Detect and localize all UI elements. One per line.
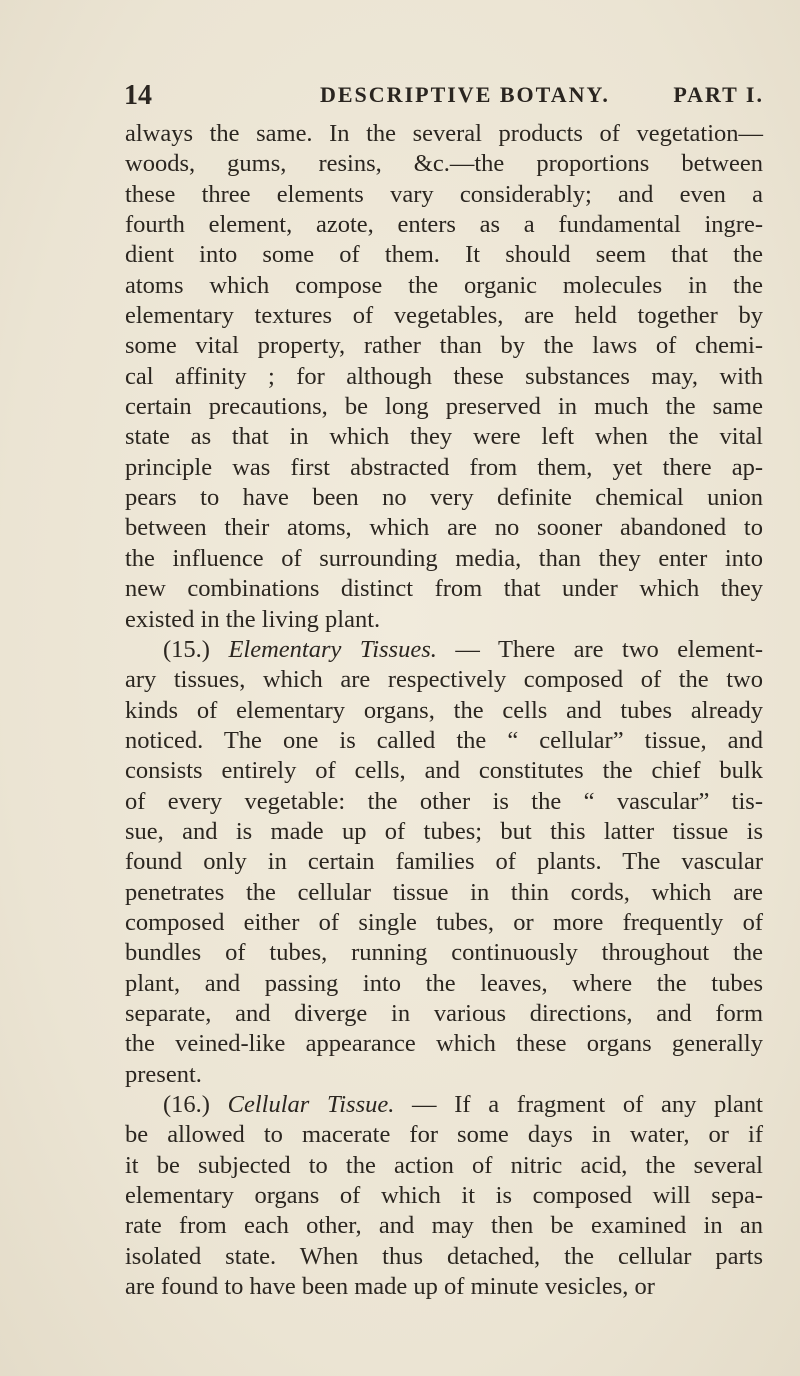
text-line: rate from each other, and may then be examined in an: [125, 1212, 763, 1240]
text-line: composed either of single tubes, or more frequently of: [125, 908, 763, 936]
text-line: some vital property, rather than by the laws of chemi-: [125, 332, 763, 360]
text-line: existed in the living plant.: [125, 605, 381, 633]
section-15-first-line: [125, 635, 763, 665]
text-line: isolated state. When thus detached, the cellular parts: [125, 1242, 763, 1270]
text-line: these three elements vary considerably; and even a: [125, 180, 763, 208]
section-text: — There are two element-: [436, 635, 763, 663]
text-line: separate, and diverge in various directions, and form: [125, 999, 763, 1027]
body-text: [125, 119, 763, 1302]
text-line: of every vegetable: the other is the “ vascular” tis-: [125, 787, 763, 815]
text-line: bundles of tubes, running continuously throughout the: [125, 939, 763, 967]
text-line: the veined-like appearance which these organs generally: [125, 1030, 763, 1058]
text-line: woods, gums, resins, &c.—the proportions between: [125, 150, 763, 178]
text-line: new combinations distinct from that under which they: [125, 575, 763, 603]
text-line: present.: [125, 1060, 202, 1088]
text-line: elementary organs of which it is composed will sepa-: [125, 1182, 763, 1210]
page-header: [124, 80, 764, 114]
text-line: sue, and is made up of tubes; but this latter tissue is: [125, 817, 763, 845]
text-line: plant, and passing into the leaves, where the tubes: [125, 969, 763, 997]
text-line: are found to have been made up of minute vesicles, or: [125, 1273, 655, 1301]
text-line: found only in certain families of plants. The vascular: [125, 848, 763, 876]
part-label: PART I.: [673, 82, 764, 107]
text-line: pears to have been no very definite chemical union: [125, 484, 763, 512]
text-line: certain precautions, be long preserved in much the same: [125, 393, 763, 421]
text-line: penetrates the cellular tissue in thin cords, which are: [125, 878, 763, 906]
page-number: 14: [124, 80, 152, 111]
running-title: DESCRIPTIVE BOTANY.: [320, 82, 610, 107]
text-line: the influence of surrounding media, than they enter into: [125, 544, 763, 572]
text-line: consists entirely of cells, and constitutes the chief bulk: [125, 757, 763, 785]
text-line: ary tissues, which are respectively composed of the two: [125, 666, 763, 694]
text-line: always the same. In the several products of vegetation—: [125, 120, 763, 147]
section-text: — If a fragment of any plant: [394, 1091, 763, 1118]
section-number: (16.): [163, 1091, 228, 1118]
text-line: it be subjected to the action of nitric acid, the several: [125, 1151, 763, 1179]
section-number: (15.): [163, 635, 229, 663]
section-16-first-line: [125, 1090, 763, 1120]
text-line: kinds of elementary organs, the cells and tubes already: [125, 696, 763, 724]
text-line: atoms which compose the organic molecules in the: [125, 271, 763, 299]
text-line: elementary textures of vegetables, are held together by: [125, 302, 763, 330]
text-line: dient into some of them. It should seem that the: [125, 241, 763, 269]
text-line: cal affinity ; for although these substances may, with: [125, 362, 763, 390]
text-line: be allowed to macerate for some days in water, or if: [125, 1121, 763, 1149]
text-line: principle was first abstracted from them, yet there ap-: [125, 453, 763, 481]
section-heading: Cellular Tissue.: [227, 1091, 395, 1118]
text-line: fourth element, azote, enters as a fundamental ingre-: [125, 211, 763, 239]
text-line: noticed. The one is called the “ cellular” tissue, and: [125, 726, 763, 754]
text-line: state as that in which they were left when the vital: [125, 423, 763, 451]
text-line: between their atoms, which are no sooner abandoned to: [125, 514, 763, 542]
section-heading: Elementary Tissues.: [228, 635, 437, 663]
